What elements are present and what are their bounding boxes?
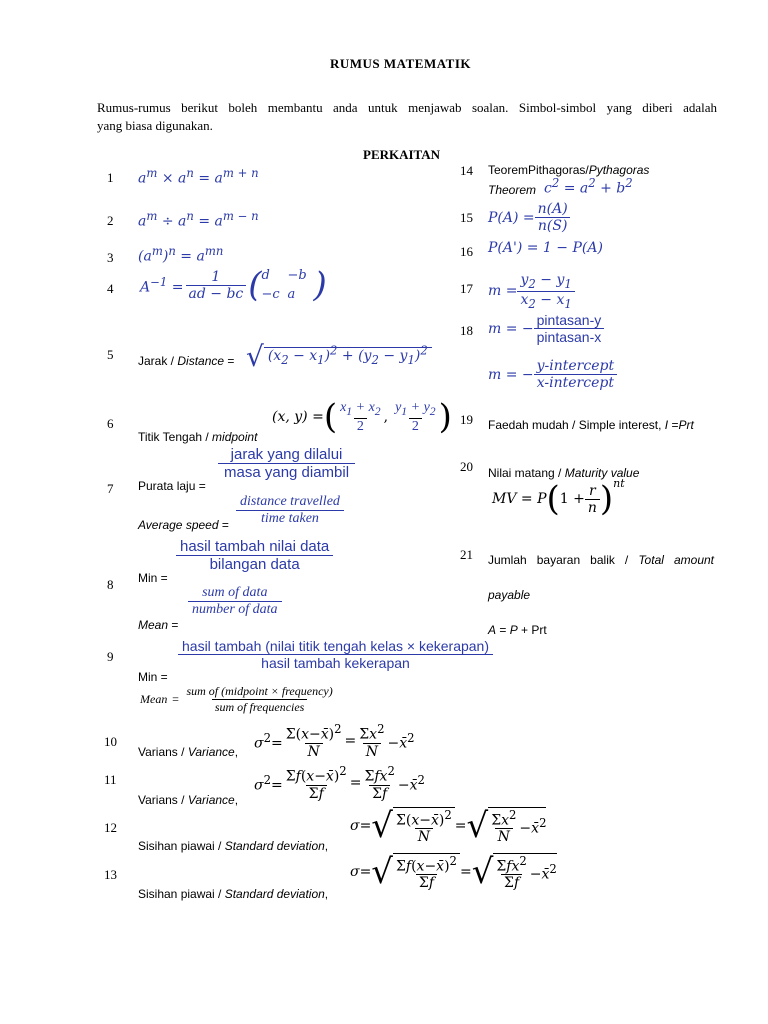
formula-number-19: 19 — [460, 412, 473, 427]
formula-number-3: 3 — [107, 250, 114, 265]
formula-number-17: 17 — [460, 281, 473, 296]
formula-number-1: 1 — [107, 170, 114, 185]
speed-fraction-en — [236, 494, 344, 527]
mean1-fraction-en — [188, 585, 282, 618]
formula-20: MV = P ( 1 + $\frac{r}{n}$ ) $^{nt}$ — [492, 476, 625, 519]
mean2-num-en: sum of (midpoint × frequency) — [186, 684, 333, 698]
formula-17: m = $\frac{y_2 - y_1}{x_2 - x_1}$ — [488, 272, 575, 311]
formula-5: √ $(x_2 - x_1)^2 + (y_2 - y_1)^2$ — [246, 340, 432, 373]
formula-number-20: 20 — [460, 459, 473, 474]
mean1-num-en: sum of data — [202, 585, 268, 600]
speed-num-en: distance travelled — [240, 494, 340, 509]
formula-16: P(A') = 1 − P(A) — [488, 240, 603, 256]
formula-10: $\sigma^2=$ $\frac{\Sigma(x-x̄)^2}{N}$ = $\frac{\Sigma x^2}{N}$ −x̄$^2$ — [254, 722, 415, 760]
mean2-fraction-ms — [178, 638, 493, 671]
formula-number-13: 13 — [104, 867, 117, 882]
mean1-den-en: number of data — [188, 601, 282, 618]
formula-number-18: 18 — [460, 323, 473, 338]
stddev-label-13: Sisihan piawai / Standard deviation, — [138, 887, 329, 901]
formula-number-11: 11 — [104, 772, 117, 787]
formula-12: σ= √ $\frac{\Sigma(x-x̄)^2}{N}$ = √ $\frac{\Sigma x^2}{N}$ −x̄$^2$ — [350, 806, 547, 846]
speed-den-en: time taken — [236, 510, 344, 527]
distance-label: Jarak / Distance = — [138, 354, 235, 368]
formula-3: $(a^m)^n = a^{mn}$ — [138, 244, 224, 265]
formula-13: σ= √ $\frac{\Sigma f(x-x̄)^2}{\Sigma f}$ = √ $\frac{\Sigma fx^2}{\Sigma f}$ −x̄$^2$ — [350, 852, 557, 892]
page-title: RUMUS MATEMATIK — [330, 56, 471, 71]
formula-11: $\sigma^2=$ $\frac{\Sigma f(x-x̄)^2}{\Sigma f}$ = $\frac{\Sigma fx^2}{\Sigma f}$ −x̄$^2$ — [254, 764, 425, 802]
formula-18-ms: m = − $\frac{\text{pintasan-y}}{\text{pintasan-x}}$ — [488, 312, 604, 345]
formula-number-6: 6 — [107, 416, 114, 431]
mean2-fraction-en: Mean = sum of (midpoint × frequency) sum of frequencies — [140, 684, 336, 715]
mean1-fraction-ms — [176, 538, 333, 573]
intro-line-1: Rumus-rumus berikut boleh membantu anda untuk menjawab soalan. Simbol-simbol yang diberi adalah — [97, 100, 717, 115]
formula-number-21: 21 — [460, 547, 473, 562]
formula-number-9: 9 — [107, 649, 114, 664]
formula-number-5: 5 — [107, 347, 114, 362]
mean-label-ms: Min = — [138, 571, 168, 585]
gradient-num-ms: pintasan-y — [536, 312, 602, 328]
formula-number-12: 12 — [104, 820, 117, 835]
formula-number-2: 2 — [107, 213, 114, 228]
formula-4: $A^{-1}$ = $\frac{1}{ad - bc}$ ( d −b −c a ) — [140, 265, 327, 305]
speed-den-ms: masa yang diambil — [218, 463, 355, 481]
midpoint-label: Titik Tengah / midpoint — [138, 430, 258, 444]
formula-number-14: 14 — [460, 163, 473, 178]
formula-2: $a^m \div a^n = a^{m - n}$ — [138, 209, 259, 230]
speed-fraction-ms — [218, 446, 355, 481]
mean1-den-ms: bilangan data — [176, 555, 333, 573]
formula-15: P(A) = $\frac{n(A)}{n(S)}$ — [488, 201, 571, 234]
maturity-value-label: Nilai matang / Maturity value — [488, 466, 640, 480]
theorem-label: Theorem — [488, 183, 537, 197]
formula-number-10: 10 — [104, 734, 117, 749]
mean2-den-ms: hasil tambah kekerapan — [178, 654, 493, 671]
variance-label-10: Varians / Variance, — [138, 745, 239, 759]
formula-number-7: 7 — [107, 481, 114, 496]
formula-1: $a^m \times a^n = a^{m + n}$ — [138, 166, 259, 187]
section-heading: PERKAITAN — [363, 147, 441, 162]
simple-interest-label: Faedah mudah / Simple interest, I =Prt — [488, 418, 694, 432]
mean2-den-en: sum of frequencies — [212, 699, 308, 715]
formula-18-en: m = − $\frac{\text{y-intercept}}{\text{x-intercept}}$ — [488, 358, 617, 391]
gradient-den-ms: pintasan-x — [534, 328, 605, 345]
formula-14: $c^2 = a^2 + b^2$ — [544, 176, 633, 197]
stddev-label-12: Sisihan piawai / Standard deviation, — [138, 839, 329, 853]
pythagoras-label: TeoremPithagoras/Pythagoras — [488, 163, 650, 177]
mean1-num-ms: hasil tambah nilai data — [180, 538, 330, 555]
payable-label: payable — [488, 588, 531, 602]
speed-num-ms: jarak yang dilalui — [230, 446, 343, 463]
speed-label-en: Average speed = — [138, 518, 229, 532]
speed-label-ms: Purata laju = — [138, 479, 206, 493]
formula-6: (x, y) = ( $\frac{x_1 + x_2}{2}$ , $\frac{y_1 + y_2}{2}$ ) — [272, 397, 452, 438]
variance-label-11: Varians / Variance, — [138, 793, 239, 807]
intro-line-2: yang biasa digunakan. — [97, 118, 213, 133]
mean-label-en: Mean = — [138, 618, 179, 632]
formula-number-8: 8 — [107, 577, 114, 592]
formula-number-4: 4 — [107, 281, 114, 296]
formula-21: A = P + Prt — [488, 623, 547, 637]
mean2-num-ms: hasil tambah (nilai titik tengah kelas × kekerapan) — [182, 638, 490, 654]
gradient-den-en: x-intercept — [534, 374, 617, 391]
formula-number-15: 15 — [460, 210, 473, 225]
formula-number-16: 16 — [460, 244, 473, 259]
total-amount-label: Jumlah bayaran balik / Total amount — [488, 553, 714, 567]
mean2-label-ms: Min = — [138, 670, 168, 684]
gradient-num-en: y-intercept — [536, 358, 615, 374]
